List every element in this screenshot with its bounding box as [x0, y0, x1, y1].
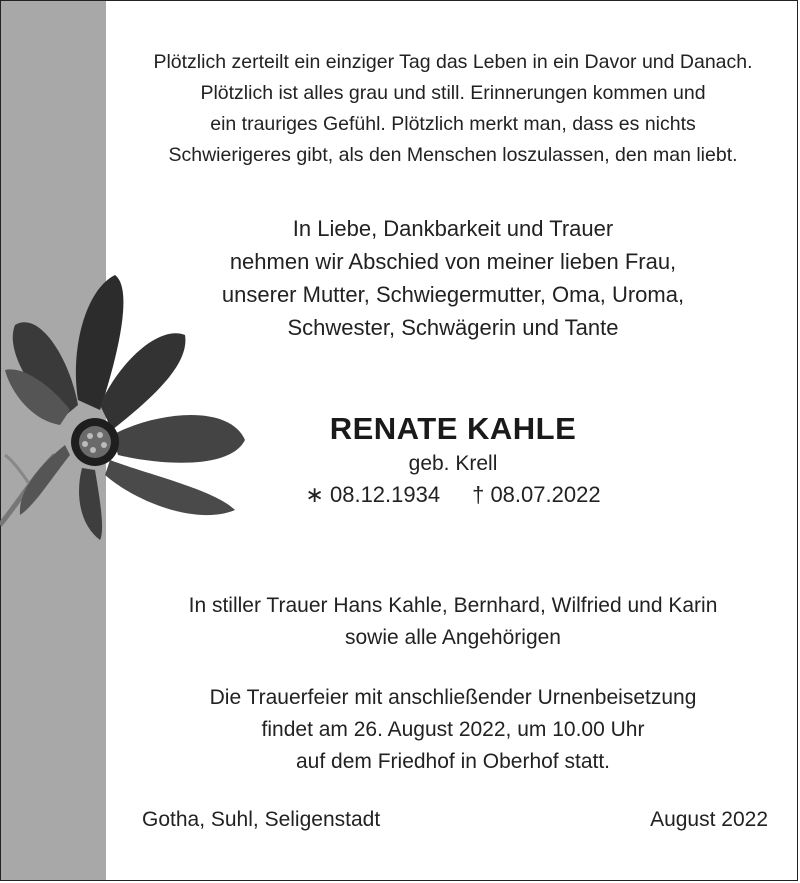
intro-text: [110, 212, 796, 344]
deceased-name: RENATE KAHLE: [329, 411, 577, 446]
ceremony-text: [110, 682, 796, 778]
life-dates: [110, 482, 796, 508]
footer-places: Gotha, Suhl, Seligenstadt: [142, 808, 381, 831]
intro-line: nehmen wir Abschied von meiner lieben Frau,: [229, 249, 677, 274]
death-date: † 08.07.2022: [472, 482, 601, 507]
ceremony-line: findet am 26. August 2022, um 10.00 Uhr: [261, 718, 645, 741]
intro-line: In Liebe, Dankbarkeit und Trauer: [292, 216, 614, 241]
mourners-line: In stiller Trauer Hans Kahle, Bernhard, Wilfried und Karin: [188, 594, 718, 617]
poem-line: Plötzlich ist alles grau und still. Erinnerungen kommen und: [200, 82, 706, 104]
intro-line: unserer Mutter, Schwiegermutter, Oma, Uroma,: [221, 282, 685, 307]
ceremony-line: Die Trauerfeier mit anschließender Urnenbeisetzung: [209, 686, 697, 709]
mourners-text: [110, 590, 796, 654]
poem-line: Schwierigeres gibt, als den Menschen loszulassen, den man liebt.: [168, 144, 738, 166]
ceremony-line: auf dem Friedhof in Oberhof statt.: [296, 750, 610, 773]
maiden-name: geb. Krell: [408, 452, 498, 475]
intro-line: Schwester, Schwägerin und Tante: [287, 315, 619, 340]
poem-line: Plötzlich zerteilt ein einziger Tag das Leben in ein Davor und Danach.: [153, 51, 753, 73]
poem-line: ein trauriges Gefühl. Plötzlich merkt man, dass es nichts: [210, 113, 696, 135]
poem-text: [110, 47, 796, 171]
birth-date: ∗ 08.12.1934: [305, 482, 441, 507]
footer-date: August 2022: [650, 808, 768, 831]
mourners-line: sowie alle Angehörigen: [345, 626, 561, 649]
